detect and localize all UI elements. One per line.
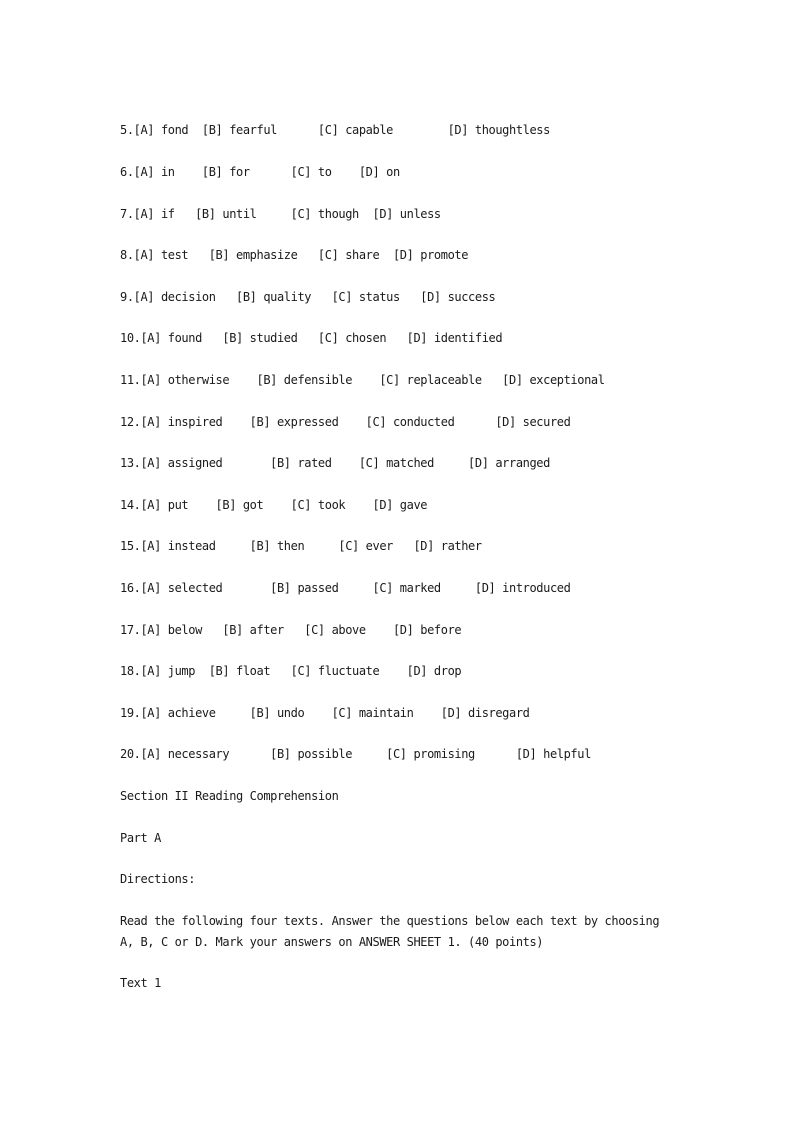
question-19: 19.[A] achieve [B] undo [C] maintain [D] disregard: [120, 706, 530, 720]
directions-text-line-2: A, B, C or D. Mark your answers on ANSWER SHEET 1. (40 points): [120, 935, 544, 949]
question-18: 18.[A] jump [B] float [C] fluctuate [D] drop: [120, 664, 462, 678]
question-13: 13.[A] assigned [B] rated [C] matched [D] arranged: [120, 456, 550, 470]
question-8: 8.[A] test [B] emphasize [C] share [D] promote: [120, 248, 469, 262]
question-11: 11.[A] otherwise [B] defensible [C] replaceable [D] exceptional: [120, 373, 605, 387]
question-17: 17.[A] below [B] after [C] above [D] before: [120, 623, 462, 637]
question-9: 9.[A] decision [B] quality [C] status [D] success: [120, 290, 496, 304]
question-20: 20.[A] necessary [B] possible [C] promising [D] helpful: [120, 747, 591, 761]
directions-text-line-1: Read the following four texts. Answer the questions below each text by choosing: [120, 914, 660, 928]
question-6: 6.[A] in [B] for [C] to [D] on: [120, 165, 400, 179]
section-title: Section II Reading Comprehension: [120, 789, 339, 803]
question-14: 14.[A] put [B] got [C] took [D] gave: [120, 498, 428, 512]
question-10: 10.[A] found [B] studied [C] chosen [D] identified: [120, 331, 503, 345]
question-15: 15.[A] instead [B] then [C] ever [D] rather: [120, 539, 482, 553]
question-7: 7.[A] if [B] until [C] though [D] unless: [120, 207, 441, 221]
directions-label: Directions:: [120, 872, 196, 886]
text-label: Text 1: [120, 976, 161, 990]
question-5: 5.[A] fond [B] fearful [C] capable [D] thoughtless: [120, 123, 550, 137]
question-16: 16.[A] selected [B] passed [C] marked [D] introduced: [120, 581, 571, 595]
part-title: Part A: [120, 831, 161, 845]
question-12: 12.[A] inspired [B] expressed [C] conducted [D] secured: [120, 415, 571, 429]
